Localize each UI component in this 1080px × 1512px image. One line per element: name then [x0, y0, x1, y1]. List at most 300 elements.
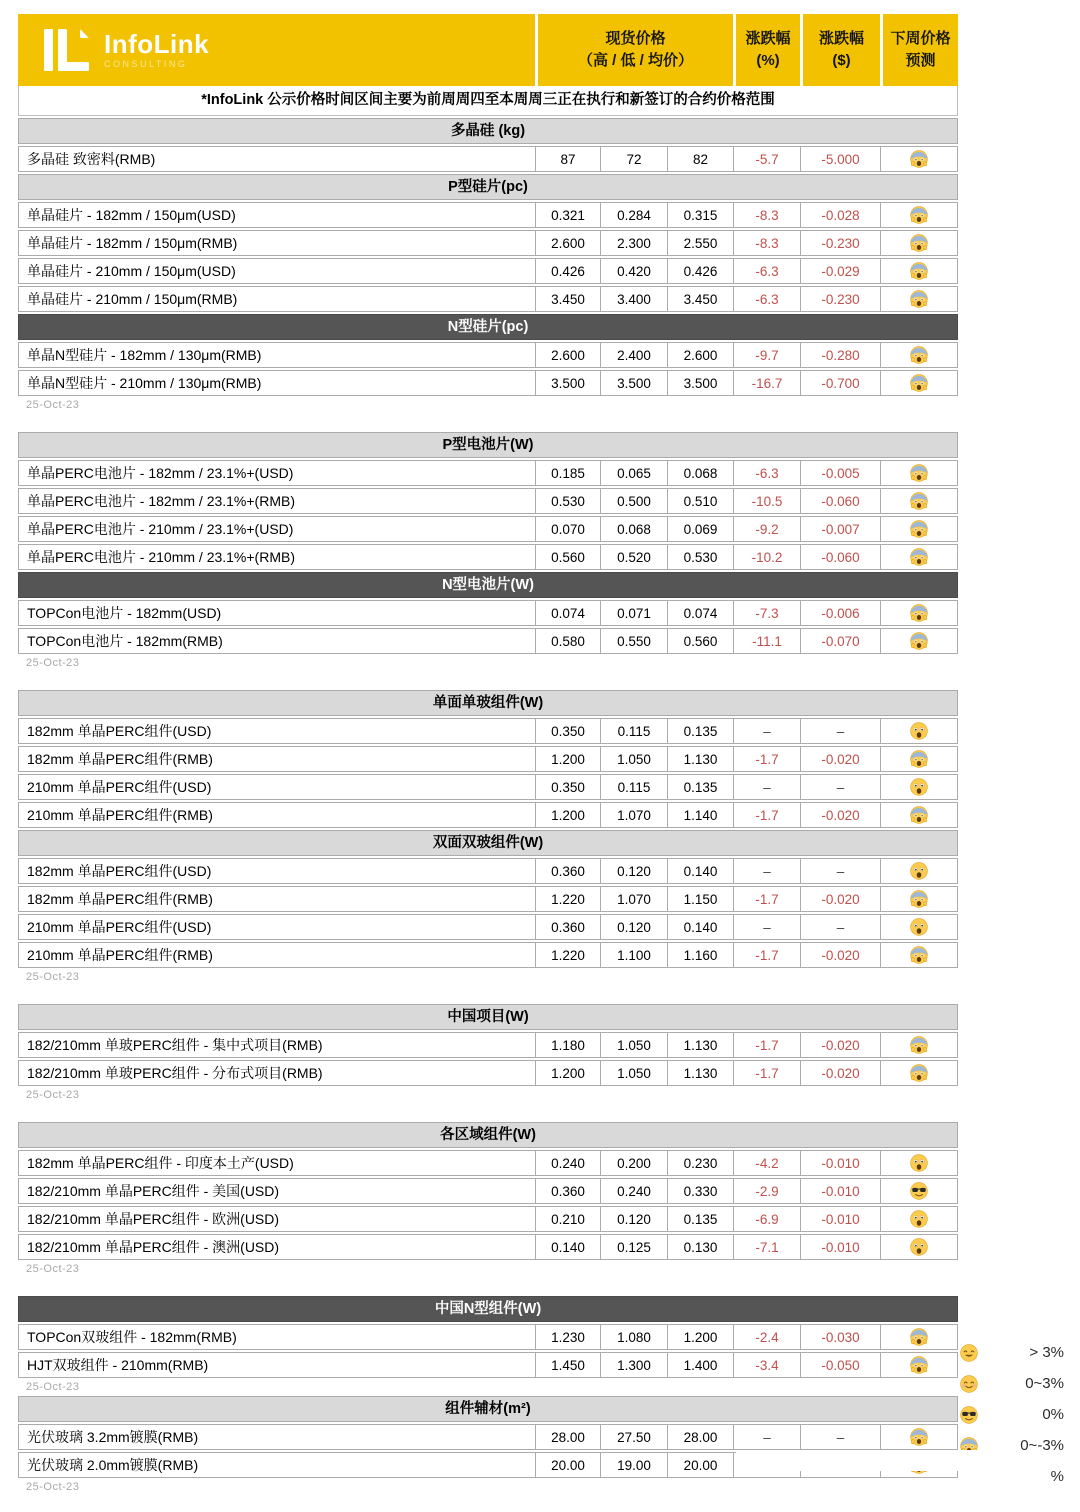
change-pct: -6.3	[733, 287, 800, 311]
price-high: 2.600	[535, 343, 600, 367]
product-name: 单晶硅片 - 210mm / 150μm(USD)	[27, 263, 236, 279]
section-header: 双面双玻组件(W)	[18, 830, 958, 856]
product-name: 210mm 单晶PERC组件(USD)	[27, 779, 212, 795]
change-usd: -0.005	[800, 461, 880, 485]
forecast-emoji	[880, 803, 957, 827]
section-header: N型电池片(W)	[18, 572, 958, 598]
change-pct: –	[733, 1425, 800, 1449]
product-name: 单晶N型硅片 - 182mm / 130μm(RMB)	[27, 347, 262, 363]
price-avg: 0.510	[667, 489, 733, 513]
change-pct: -1.7	[733, 747, 800, 771]
price-low: 2.300	[600, 231, 667, 255]
price-avg: 2.550	[667, 231, 733, 255]
forecast-emoji	[880, 859, 957, 883]
product-name: 182/210mm 单玻PERC组件 - 分布式项目(RMB)	[27, 1065, 323, 1081]
price-row	[18, 286, 958, 312]
price-high: 0.240	[535, 1151, 600, 1175]
price-high: 0.426	[535, 259, 600, 283]
price-row	[18, 628, 958, 654]
forecast-emoji	[880, 231, 957, 255]
forecast-emoji	[880, 719, 957, 743]
forecast-emoji	[880, 1425, 957, 1449]
price-avg: 0.530	[667, 545, 733, 569]
price-low: 0.071	[600, 601, 667, 625]
price-avg: 82	[667, 147, 733, 171]
price-high: 0.350	[535, 775, 600, 799]
price-high: 0.210	[535, 1207, 600, 1231]
price-high: 0.360	[535, 859, 600, 883]
change-pct: –	[733, 859, 800, 883]
change-pct: -8.3	[733, 231, 800, 255]
price-row	[18, 1424, 958, 1450]
change-usd: -0.006	[800, 601, 880, 625]
price-low: 0.240	[600, 1179, 667, 1203]
col-sublabel: ($)	[832, 52, 851, 69]
forecast-emoji	[880, 1179, 957, 1203]
price-row	[18, 258, 958, 284]
product-name: 光伏玻璃 2.0mm镀膜(RMB)	[27, 1457, 199, 1473]
change-pct: -1.7	[733, 943, 800, 967]
price-row	[18, 544, 958, 570]
blush-emoji-icon	[960, 1374, 982, 1394]
change-pct: -1.7	[733, 1061, 800, 1085]
price-row	[18, 460, 958, 486]
section-header: 多晶硅 (kg)	[18, 118, 958, 144]
price-avg: 0.069	[667, 517, 733, 541]
section-header: 单面单玻组件(W)	[18, 690, 958, 716]
price-low: 1.050	[600, 747, 667, 771]
change-pct: -10.5	[733, 489, 800, 513]
white-overlay-patch	[736, 1450, 1008, 1471]
price-row	[18, 718, 958, 744]
price-row	[18, 1324, 958, 1350]
legend-label: 0%	[1042, 1406, 1064, 1423]
price-low: 0.120	[600, 915, 667, 939]
price-avg: 1.140	[667, 803, 733, 827]
change-pct: -1.7	[733, 803, 800, 827]
price-high: 0.185	[535, 461, 600, 485]
price-low: 0.068	[600, 517, 667, 541]
column-header-change-usd	[800, 14, 880, 86]
price-high: 1.200	[535, 747, 600, 771]
price-row	[18, 1032, 958, 1058]
change-usd: -0.050	[800, 1353, 880, 1377]
price-high: 3.450	[535, 287, 600, 311]
change-usd: -0.280	[800, 343, 880, 367]
date-label: 25-Oct-23	[26, 399, 80, 411]
change-usd: -0.020	[800, 747, 880, 771]
product-name: 182/210mm 单玻PERC组件 - 集中式项目(RMB)	[27, 1037, 323, 1053]
price-avg: 0.068	[667, 461, 733, 485]
price-avg: 0.560	[667, 629, 733, 653]
price-high: 1.220	[535, 887, 600, 911]
change-usd: -5.000	[800, 147, 880, 171]
price-avg: 0.426	[667, 259, 733, 283]
change-pct: -11.1	[733, 629, 800, 653]
change-usd: -0.700	[800, 371, 880, 395]
price-row	[18, 914, 958, 940]
date-label: 25-Oct-23	[26, 1481, 80, 1493]
change-usd: -0.020	[800, 1061, 880, 1085]
forecast-emoji	[880, 1235, 957, 1259]
forecast-emoji	[880, 203, 957, 227]
change-usd: -0.030	[800, 1325, 880, 1349]
date-label: 25-Oct-23	[26, 657, 80, 669]
change-pct: -7.1	[733, 1235, 800, 1259]
product-name: 单晶PERC电池片 - 210mm / 23.1%+(USD)	[27, 521, 294, 537]
price-row	[18, 886, 958, 912]
change-usd: -0.007	[800, 517, 880, 541]
change-usd: –	[800, 719, 880, 743]
legend-item	[960, 1399, 1064, 1430]
price-row	[18, 802, 958, 828]
price-high: 0.140	[535, 1235, 600, 1259]
price-row	[18, 1206, 958, 1232]
price-row	[18, 1150, 958, 1176]
change-usd: -0.060	[800, 489, 880, 513]
section-header: 组件辅材(m²)	[18, 1396, 958, 1422]
forecast-emoji	[880, 461, 957, 485]
price-low: 0.115	[600, 775, 667, 799]
price-high: 87	[535, 147, 600, 171]
price-avg: 0.140	[667, 915, 733, 939]
change-pct: -7.3	[733, 601, 800, 625]
forecast-emoji	[880, 343, 957, 367]
infolink-logo-icon	[44, 28, 94, 72]
price-low: 1.080	[600, 1325, 667, 1349]
column-header-spot-price	[535, 14, 733, 86]
section-gap	[18, 414, 958, 432]
price-row	[18, 342, 958, 368]
forecast-emoji	[880, 775, 957, 799]
price-low: 3.400	[600, 287, 667, 311]
product-name: 光伏玻璃 3.2mm镀膜(RMB)	[27, 1429, 199, 1445]
change-usd: -0.230	[800, 287, 880, 311]
product-name: TOPCon双玻组件 - 182mm(RMB)	[27, 1329, 237, 1345]
price-low: 1.300	[600, 1353, 667, 1377]
change-pct: -9.2	[733, 517, 800, 541]
product-name: 210mm 单晶PERC组件(USD)	[27, 919, 212, 935]
product-name: 182/210mm 单晶PERC组件 - 美国(USD)	[27, 1183, 280, 1199]
change-pct: -5.7	[733, 147, 800, 171]
price-row	[18, 600, 958, 626]
forecast-emoji	[880, 747, 957, 771]
price-row	[18, 1234, 958, 1260]
price-high: 0.560	[535, 545, 600, 569]
product-name: 单晶PERC电池片 - 210mm / 23.1%+(RMB)	[27, 549, 295, 565]
price-low: 0.120	[600, 1207, 667, 1231]
change-pct: -3.4	[733, 1353, 800, 1377]
product-name: 182/210mm 单晶PERC组件 - 欧洲(USD)	[27, 1211, 280, 1227]
date-label: 25-Oct-23	[26, 1089, 80, 1101]
cool-emoji-icon	[960, 1405, 982, 1425]
price-row	[18, 774, 958, 800]
product-name: 单晶硅片 - 210mm / 150μm(RMB)	[27, 291, 238, 307]
forecast-emoji	[880, 1325, 957, 1349]
legend-label: > 3%	[1029, 1344, 1064, 1361]
price-low: 2.400	[600, 343, 667, 367]
price-avg: 1.130	[667, 747, 733, 771]
price-avg: 0.074	[667, 601, 733, 625]
forecast-emoji	[880, 1151, 957, 1175]
product-name: 单晶N型硅片 - 210mm / 130μm(RMB)	[27, 375, 262, 391]
price-high: 0.074	[535, 601, 600, 625]
change-usd: -0.029	[800, 259, 880, 283]
price-avg: 0.140	[667, 859, 733, 883]
product-name: TOPCon电池片 - 182mm(USD)	[27, 605, 222, 621]
price-low: 0.520	[600, 545, 667, 569]
price-high: 1.450	[535, 1353, 600, 1377]
product-name: 单晶PERC电池片 - 182mm / 23.1%+(RMB)	[27, 493, 295, 509]
price-avg: 0.135	[667, 719, 733, 743]
price-high: 1.220	[535, 943, 600, 967]
legend-label: %	[1050, 1468, 1064, 1485]
logo-text	[104, 30, 209, 70]
product-name: 210mm 单晶PERC组件(RMB)	[27, 807, 213, 823]
section-gap	[18, 986, 958, 1004]
product-name: 单晶硅片 - 182mm / 150μm(RMB)	[27, 235, 238, 251]
sections-container	[18, 118, 958, 1496]
price-low: 0.200	[600, 1151, 667, 1175]
price-avg: 3.450	[667, 287, 733, 311]
change-usd: -0.060	[800, 545, 880, 569]
price-low: 3.500	[600, 371, 667, 395]
price-low: 72	[600, 147, 667, 171]
forecast-emoji	[880, 517, 957, 541]
forecast-emoji	[880, 1033, 957, 1057]
price-avg: 1.160	[667, 943, 733, 967]
forecast-emoji	[880, 915, 957, 939]
price-row	[18, 230, 958, 256]
product-name: 182mm 单晶PERC组件(USD)	[27, 863, 212, 879]
date-label: 25-Oct-23	[26, 1263, 80, 1275]
price-low: 0.420	[600, 259, 667, 283]
change-pct: –	[733, 775, 800, 799]
price-row	[18, 858, 958, 884]
date-label: 25-Oct-23	[26, 971, 80, 983]
price-avg: 28.00	[667, 1425, 733, 1449]
change-usd: –	[800, 1425, 880, 1449]
forecast-emoji	[880, 1353, 957, 1377]
legend-label: 0~-3%	[1020, 1437, 1064, 1454]
price-avg: 0.315	[667, 203, 733, 227]
column-header-forecast	[880, 14, 958, 86]
price-low: 19.00	[600, 1453, 667, 1477]
change-usd: -0.020	[800, 1033, 880, 1057]
col-sublabel: (%)	[756, 52, 780, 69]
price-high: 3.500	[535, 371, 600, 395]
price-row	[18, 146, 958, 172]
price-avg: 0.135	[667, 775, 733, 799]
price-low: 1.070	[600, 887, 667, 911]
product-name: 多晶硅 致密料(RMB)	[27, 151, 156, 167]
forecast-emoji	[880, 1207, 957, 1231]
legend-item	[960, 1337, 1064, 1368]
price-high: 0.360	[535, 915, 600, 939]
change-usd: -0.010	[800, 1235, 880, 1259]
price-low: 0.115	[600, 719, 667, 743]
price-row	[18, 1178, 958, 1204]
change-pct: –	[733, 915, 800, 939]
company-name: InfoLink	[104, 29, 210, 59]
price-high: 1.180	[535, 1033, 600, 1057]
forecast-emoji	[880, 147, 957, 171]
change-pct: -4.2	[733, 1151, 800, 1175]
price-high: 1.230	[535, 1325, 600, 1349]
price-avg: 1.150	[667, 887, 733, 911]
section-gap	[18, 1278, 958, 1296]
price-table	[18, 14, 958, 1496]
price-avg: 0.130	[667, 1235, 733, 1259]
section-gap	[18, 1104, 958, 1122]
change-pct: -10.2	[733, 545, 800, 569]
forecast-emoji	[880, 371, 957, 395]
smile-emoji-icon	[960, 1343, 982, 1363]
forecast-emoji	[880, 259, 957, 283]
company-subtitle: CONSULTING	[104, 59, 188, 69]
change-usd: -0.010	[800, 1179, 880, 1203]
section-header: P型硅片(pc)	[18, 174, 958, 200]
price-low: 1.050	[600, 1061, 667, 1085]
product-name: TOPCon电池片 - 182mm(RMB)	[27, 633, 223, 649]
product-name: 单晶PERC电池片 - 182mm / 23.1%+(USD)	[27, 465, 294, 481]
price-high: 20.00	[535, 1453, 600, 1477]
price-avg: 1.200	[667, 1325, 733, 1349]
col-sublabel: 预测	[905, 52, 936, 69]
product-name: 210mm 单晶PERC组件(RMB)	[27, 947, 213, 963]
change-pct: -8.3	[733, 203, 800, 227]
product-name: 182mm 单晶PERC组件(USD)	[27, 723, 212, 739]
price-row	[18, 516, 958, 542]
change-usd: -0.010	[800, 1151, 880, 1175]
product-name: 182mm 单晶PERC组件 - 印度本土产(USD)	[27, 1155, 294, 1171]
price-avg: 0.230	[667, 1151, 733, 1175]
change-pct: -2.9	[733, 1179, 800, 1203]
price-avg: 0.330	[667, 1179, 733, 1203]
price-high: 0.070	[535, 517, 600, 541]
price-high: 2.600	[535, 231, 600, 255]
change-usd: -0.020	[800, 887, 880, 911]
section-header: N型硅片(pc)	[18, 314, 958, 340]
price-low: 0.065	[600, 461, 667, 485]
price-low: 1.050	[600, 1033, 667, 1057]
section-header: 各区域组件(W)	[18, 1122, 958, 1148]
product-name: 182/210mm 单晶PERC组件 - 澳洲(USD)	[27, 1239, 280, 1255]
date-label: 25-Oct-23	[26, 1381, 80, 1393]
price-high: 1.200	[535, 1061, 600, 1085]
change-usd: –	[800, 915, 880, 939]
infolink-logo	[18, 14, 535, 86]
section-gap	[18, 672, 958, 690]
col-label: 涨跌幅	[818, 30, 864, 47]
change-pct: -16.7	[733, 371, 800, 395]
price-high: 0.360	[535, 1179, 600, 1203]
change-usd: -0.070	[800, 629, 880, 653]
column-header-change-pct	[733, 14, 800, 86]
change-pct: -1.7	[733, 887, 800, 911]
price-row	[18, 202, 958, 228]
price-avg: 1.130	[667, 1061, 733, 1085]
price-row	[18, 370, 958, 396]
price-low: 0.550	[600, 629, 667, 653]
price-high: 0.530	[535, 489, 600, 513]
change-usd: -0.230	[800, 231, 880, 255]
price-note: *InfoLink 公示价格时间区间主要为前周周四至本周周三正在执行和新签订的合约价格范围	[18, 86, 958, 116]
product-name: 单晶硅片 - 182mm / 150μm(USD)	[27, 207, 236, 223]
change-usd: -0.028	[800, 203, 880, 227]
price-avg: 20.00	[667, 1453, 733, 1477]
price-low: 0.120	[600, 859, 667, 883]
change-pct: -6.3	[733, 461, 800, 485]
price-row	[18, 746, 958, 772]
price-low: 1.100	[600, 943, 667, 967]
col-label: 现货价格	[605, 30, 666, 47]
price-high: 0.350	[535, 719, 600, 743]
change-pct: -6.3	[733, 259, 800, 283]
change-pct: -6.9	[733, 1207, 800, 1231]
col-label: 涨跌幅	[745, 30, 791, 47]
price-high: 28.00	[535, 1425, 600, 1449]
price-high: 0.321	[535, 203, 600, 227]
price-avg: 0.135	[667, 1207, 733, 1231]
price-low: 0.284	[600, 203, 667, 227]
forecast-emoji	[880, 943, 957, 967]
change-pct: -9.7	[733, 343, 800, 367]
legend-label: 0~3%	[1025, 1375, 1064, 1392]
section-header: 中国项目(W)	[18, 1004, 958, 1030]
change-pct: -2.4	[733, 1325, 800, 1349]
section-header: P型电池片(W)	[18, 432, 958, 458]
change-usd: –	[800, 859, 880, 883]
forecast-emoji	[880, 887, 957, 911]
price-high: 0.580	[535, 629, 600, 653]
change-pct: -1.7	[733, 1033, 800, 1057]
legend-item	[960, 1368, 1064, 1399]
product-name: 182mm 单晶PERC组件(RMB)	[27, 891, 213, 907]
forecast-emoji	[880, 287, 957, 311]
price-row	[18, 488, 958, 514]
col-label: 下周价格	[890, 30, 951, 47]
price-avg: 1.130	[667, 1033, 733, 1057]
change-pct: –	[733, 719, 800, 743]
forecast-emoji	[880, 629, 957, 653]
price-row	[18, 1352, 958, 1378]
price-avg: 1.400	[667, 1353, 733, 1377]
product-name: 182mm 单晶PERC组件(RMB)	[27, 751, 213, 767]
table-header	[18, 14, 958, 86]
price-row	[18, 1060, 958, 1086]
price-low: 0.125	[600, 1235, 667, 1259]
price-avg: 3.500	[667, 371, 733, 395]
section-header: 中国N型组件(W)	[18, 1296, 958, 1322]
price-high: 1.200	[535, 803, 600, 827]
price-low: 27.50	[600, 1425, 667, 1449]
price-low: 1.070	[600, 803, 667, 827]
forecast-emoji	[880, 489, 957, 513]
change-usd: –	[800, 775, 880, 799]
change-usd: -0.020	[800, 803, 880, 827]
change-usd: -0.010	[800, 1207, 880, 1231]
price-avg: 2.600	[667, 343, 733, 367]
col-sublabel: （高 / 低 / 均价）	[577, 52, 693, 69]
forecast-emoji	[880, 1061, 957, 1085]
forecast-emoji	[880, 545, 957, 569]
change-usd: -0.020	[800, 943, 880, 967]
product-name: HJT双玻组件 - 210mm(RMB)	[27, 1357, 209, 1373]
price-low: 0.500	[600, 489, 667, 513]
price-row	[18, 942, 958, 968]
forecast-emoji	[880, 601, 957, 625]
